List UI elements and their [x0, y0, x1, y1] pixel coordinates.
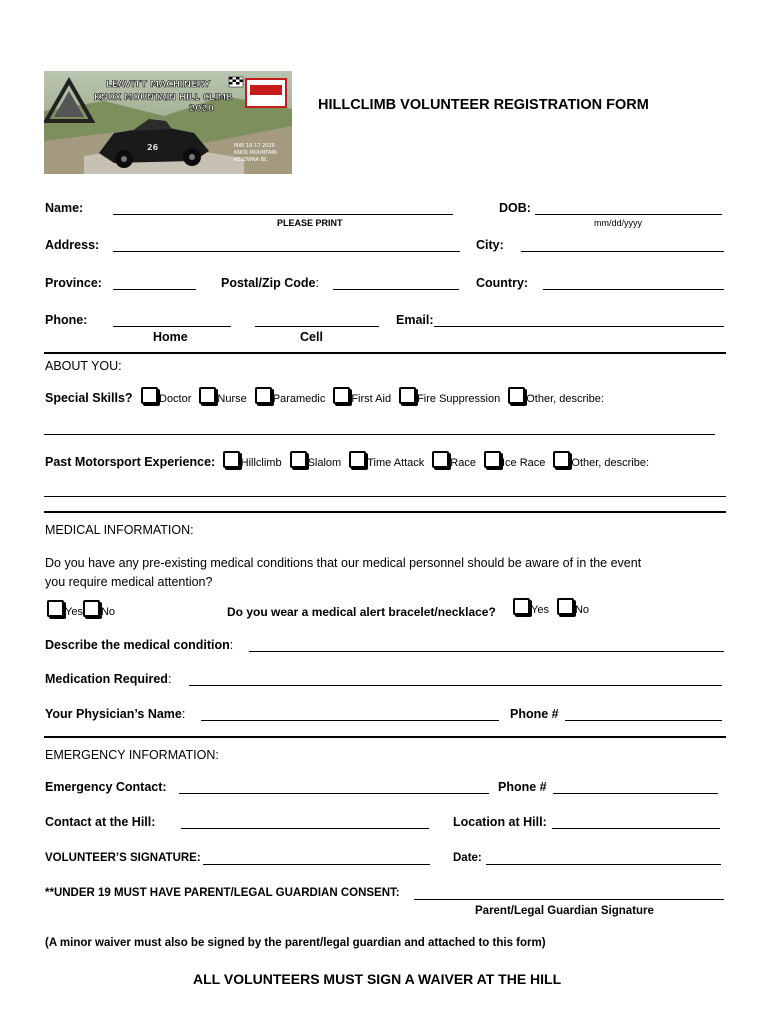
checkbox-icon[interactable]	[513, 598, 530, 615]
checkbox-icon[interactable]	[432, 451, 449, 468]
province-label: Province:	[45, 276, 102, 290]
checkbox-icon[interactable]	[399, 387, 416, 404]
skill-nurse[interactable]: Nurse	[199, 387, 246, 405]
condition-no[interactable]: No	[83, 600, 115, 618]
bracelet-options	[513, 598, 597, 618]
bracelet-question: Do you wear a medical alert bracelet/necklace?	[227, 605, 496, 619]
section-divider	[44, 352, 726, 354]
name-field[interactable]	[113, 214, 453, 215]
emergency-phone-field[interactable]	[553, 793, 718, 794]
motorsport-describe-field[interactable]	[44, 496, 726, 497]
section-divider	[44, 511, 726, 513]
motorsport-row	[45, 451, 657, 471]
address-label: Address:	[45, 238, 100, 252]
skill-doctor[interactable]: Doctor	[141, 387, 191, 405]
logo-line2: KNOX MOUNTAIN HILL CLIMB	[94, 93, 233, 103]
dob-field[interactable]	[535, 214, 722, 215]
under19-label: **UNDER 19 MUST HAVE PARENT/LEGAL GUARDIAN CONSENT:	[45, 887, 400, 899]
checkbox-icon[interactable]	[223, 451, 240, 468]
address-field[interactable]	[113, 251, 460, 252]
exp-hillclimb[interactable]: Hillclimb	[223, 451, 282, 469]
contact-hill-field[interactable]	[181, 828, 429, 829]
country-label: Country:	[476, 276, 529, 290]
minor-waiver-note: (A minor waiver must also be signed by the parent/legal guardian and attached to this form)	[45, 937, 546, 949]
bracelet-yes[interactable]: Yes	[513, 598, 549, 616]
skill-fire-suppression[interactable]: Fire Suppression	[399, 387, 500, 405]
checkbox-icon[interactable]	[484, 451, 501, 468]
checkbox-icon[interactable]	[83, 600, 100, 617]
describe-condition-field[interactable]	[249, 651, 724, 652]
home-phone-field[interactable]	[113, 326, 231, 327]
city-label: City:	[476, 238, 504, 252]
emergency-contact-field[interactable]	[179, 793, 489, 794]
exp-time-attack[interactable]: Time Attack	[349, 451, 424, 469]
section-divider	[44, 736, 726, 738]
special-skills-label: Special Skills?	[45, 391, 133, 405]
skills-describe-field[interactable]	[44, 434, 715, 435]
phone-label: Phone:	[45, 313, 88, 327]
waiver-footer: ALL VOLUNTEERS MUST SIGN A WAIVER AT THE HILL	[193, 971, 562, 987]
email-field[interactable]	[434, 326, 724, 327]
skill-paramedic[interactable]: Paramedic	[255, 387, 326, 405]
emergency-phone-label: Phone #	[498, 780, 547, 794]
home-label: Home	[153, 330, 188, 344]
logo-side-text-2: KNOX MOUNTAIN	[234, 150, 277, 156]
condition-yes[interactable]: Yes	[47, 600, 83, 618]
dob-label: DOB:	[499, 201, 531, 215]
physician-phone-field[interactable]	[565, 720, 722, 721]
checkbox-icon[interactable]	[47, 600, 64, 617]
event-logo	[44, 71, 292, 174]
location-hill-label: Location at Hill:	[453, 815, 547, 829]
exp-slalom[interactable]: Slalom	[290, 451, 342, 469]
emergency-heading: EMERGENCY INFORMATION:	[45, 748, 219, 762]
name-label: Name:	[45, 201, 84, 215]
form-title: HILLCLIMB VOLUNTEER REGISTRATION FORM	[318, 97, 649, 113]
special-skills-row	[45, 387, 612, 407]
please-print-hint: PLEASE PRINT	[277, 218, 343, 228]
checkbox-icon[interactable]	[508, 387, 525, 404]
dob-format-hint: mm/dd/yyyy	[594, 218, 643, 228]
logo-side-text-1: MAY 16-17 2020	[234, 143, 275, 149]
medication-label: Medication Required:	[45, 672, 172, 686]
motorsport-label: Past Motorsport Experience:	[45, 455, 216, 469]
medical-question-line2: you require medical attention?	[45, 575, 213, 589]
cell-phone-field[interactable]	[255, 326, 379, 327]
about-heading: ABOUT YOU:	[45, 359, 122, 373]
logo-side-text-3: KELOWNA BC	[234, 157, 268, 163]
exp-other[interactable]: Other, describe:	[553, 451, 649, 469]
postal-field[interactable]	[333, 289, 459, 290]
cell-label: Cell	[300, 330, 323, 344]
province-field[interactable]	[113, 289, 196, 290]
date-field[interactable]	[486, 864, 721, 865]
checkbox-icon[interactable]	[290, 451, 307, 468]
checkbox-icon[interactable]	[349, 451, 366, 468]
physician-phone-label: Phone #	[510, 707, 559, 721]
checkbox-icon[interactable]	[333, 387, 350, 404]
city-field[interactable]	[521, 251, 724, 252]
checkbox-icon[interactable]	[255, 387, 272, 404]
describe-condition-label: Describe the medical condition:	[45, 638, 234, 652]
country-field[interactable]	[543, 289, 724, 290]
skill-first-aid[interactable]: First Aid	[333, 387, 391, 405]
email-label: Email:	[396, 313, 434, 327]
bracelet-no[interactable]: No	[557, 598, 589, 616]
logo-race-number: 26	[147, 143, 159, 152]
postal-label: Postal/Zip Code:	[221, 276, 319, 290]
checkbox-icon[interactable]	[553, 451, 570, 468]
checkbox-icon[interactable]	[557, 598, 574, 615]
checkbox-icon[interactable]	[199, 387, 216, 404]
exp-ice-race[interactable]: Ice Race	[484, 451, 545, 469]
guardian-signature-field[interactable]	[414, 899, 724, 900]
guardian-signature-caption: Parent/Legal Guardian Signature	[475, 905, 654, 917]
logo-year: 2020	[189, 104, 215, 114]
medical-question-line1: Do you have any pre-existing medical conditions that our medical personnel should be aware of in the event	[45, 556, 642, 570]
medication-field[interactable]	[189, 685, 722, 686]
location-hill-field[interactable]	[552, 828, 720, 829]
emergency-contact-label: Emergency Contact:	[45, 780, 167, 794]
signature-label: VOLUNTEER’S SIGNATURE:	[45, 852, 201, 864]
checkbox-icon[interactable]	[141, 387, 158, 404]
physician-field[interactable]	[201, 720, 499, 721]
date-label: Date:	[453, 852, 482, 864]
physician-label: Your Physician’s Name:	[45, 707, 186, 721]
exp-race[interactable]: Race	[432, 451, 476, 469]
logo-line1: LEAVITT MACHINERY	[106, 80, 211, 90]
medical-heading: MEDICAL INFORMATION:	[45, 523, 194, 537]
medical-condition-options	[47, 600, 123, 620]
contact-hill-label: Contact at the Hill:	[45, 815, 156, 829]
skill-other[interactable]: Other, describe:	[508, 387, 604, 405]
signature-field[interactable]	[203, 864, 430, 865]
